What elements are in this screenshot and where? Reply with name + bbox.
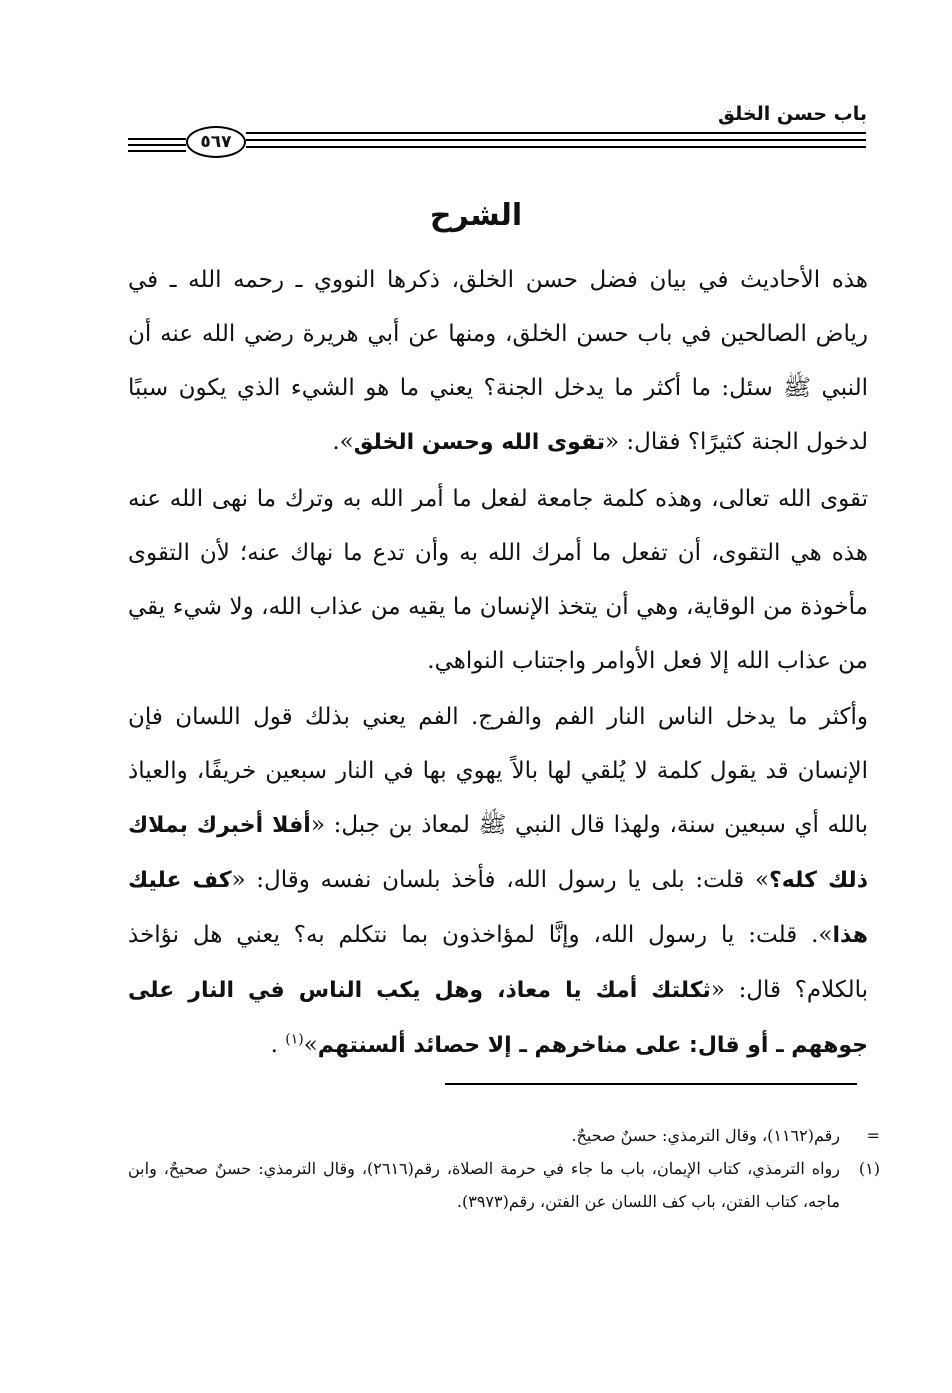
text-run: تقوى الله تعالى، وهذه كلمة جامعة لفعل ما أمر الله به وترك ما نهى الله عنه هذه هي التقوى، أن تفعل ما أمرك الله به وأن تدع ما نهاك عنه؛ لأن التقوى مأخوذة من الوقاية، وهي أن يتخذ الإنسان ما يقيه من عذاب الله، ولا شيء يقي من عذاب الله إلا فعل الأوامر واجتناب النواهي. <box>128 486 868 674</box>
footnote-separator <box>445 1083 857 1085</box>
footnote-text: رواه الترمذي، كتاب الإيمان، باب ما جاء في حرمة الصلاة، رقم(٢٦١٦)، وقال الترمذي: حسنٌ صحيحٌ، وابن ماجه، كتاب الفتن، باب كف اللسان عن الفتن، رقم(٣٩٧٣). <box>128 1159 841 1211</box>
header-rule <box>246 132 866 134</box>
section-heading: الشرح <box>429 198 523 233</box>
header-rule <box>128 150 186 152</box>
footnote-reference[interactable]: (١) <box>285 1031 304 1048</box>
text-run: . <box>270 1032 286 1058</box>
paragraph <box>128 690 868 1073</box>
text-run: ». <box>332 429 354 455</box>
hadith-quote: كف عليك هذا <box>128 868 868 948</box>
paragraph <box>128 472 868 688</box>
header-rule <box>246 146 866 148</box>
page-number: ٥٦٧ <box>186 126 246 158</box>
footnote-marker: = <box>866 1126 880 1145</box>
footnotes <box>128 1119 880 1218</box>
text-run: » قلت: بلى يا رسول الله، فأخذ بلسان نفسه وقال: « <box>231 867 770 893</box>
text-run: وأكثر ما يدخل الناس النار الفم والفرج. الفم يعني بذلك قول اللسان فإن الإنسان قد يقول كلمة لا يُلقي لها بالاً يهوي بها في النار سبعين خريفًا، والعياذ بالله أي سبعين سنة، ولهذا قال النبي ﷺ لمعاذ بن جبل: « <box>128 704 869 838</box>
text-run: ». قلت: يا رسول الله، وإنَّا لمؤاخذون بما نتكلم به؟ يعني هل نؤاخذ بالكلام؟ قال: « <box>128 922 868 1003</box>
main-text <box>128 253 868 1075</box>
header-rule <box>246 139 866 141</box>
hadith-quote: ثكلتك أمك يا معاذ، وهل يكب الناس في النار على جوههم ـ أو قال: على مناخرهم ـ إلا حصائد ألسنتهم <box>128 978 868 1058</box>
hadith-quote: أفلا أخبرك بملاك ذلك كله؟ <box>128 813 868 893</box>
header-rule <box>128 144 186 146</box>
footnote-marker: (١) <box>858 1159 880 1178</box>
running-title: باب حسن الخلق <box>718 103 867 125</box>
text-run: » <box>303 1032 318 1058</box>
hadith-quote: تقوى الله وحسن الخلق <box>353 430 606 455</box>
footnote-text: رقم(١١٦٢)، وقال الترمذي: حسنٌ صحيحٌ. <box>571 1126 840 1145</box>
footnote-continuation <box>128 1119 880 1152</box>
text-run: هذه الأحاديث في بيان فضل حسن الخلق، ذكرها النووي ـ رحمه الله ـ في رياض الصالحين في باب حسن الخلق، ومنها عن أبي هريرة رضي الله عنه أن النبي ﷺ سئل: ما أكثر ما يدخل الجنة؟ يعني ما هو الشيء الذي يكون سببًا لدخول الجنة كثيرًا؟ فقال: « <box>128 267 868 455</box>
header-rule <box>128 138 186 140</box>
paragraph <box>128 253 868 470</box>
footnote-1 <box>128 1152 880 1218</box>
